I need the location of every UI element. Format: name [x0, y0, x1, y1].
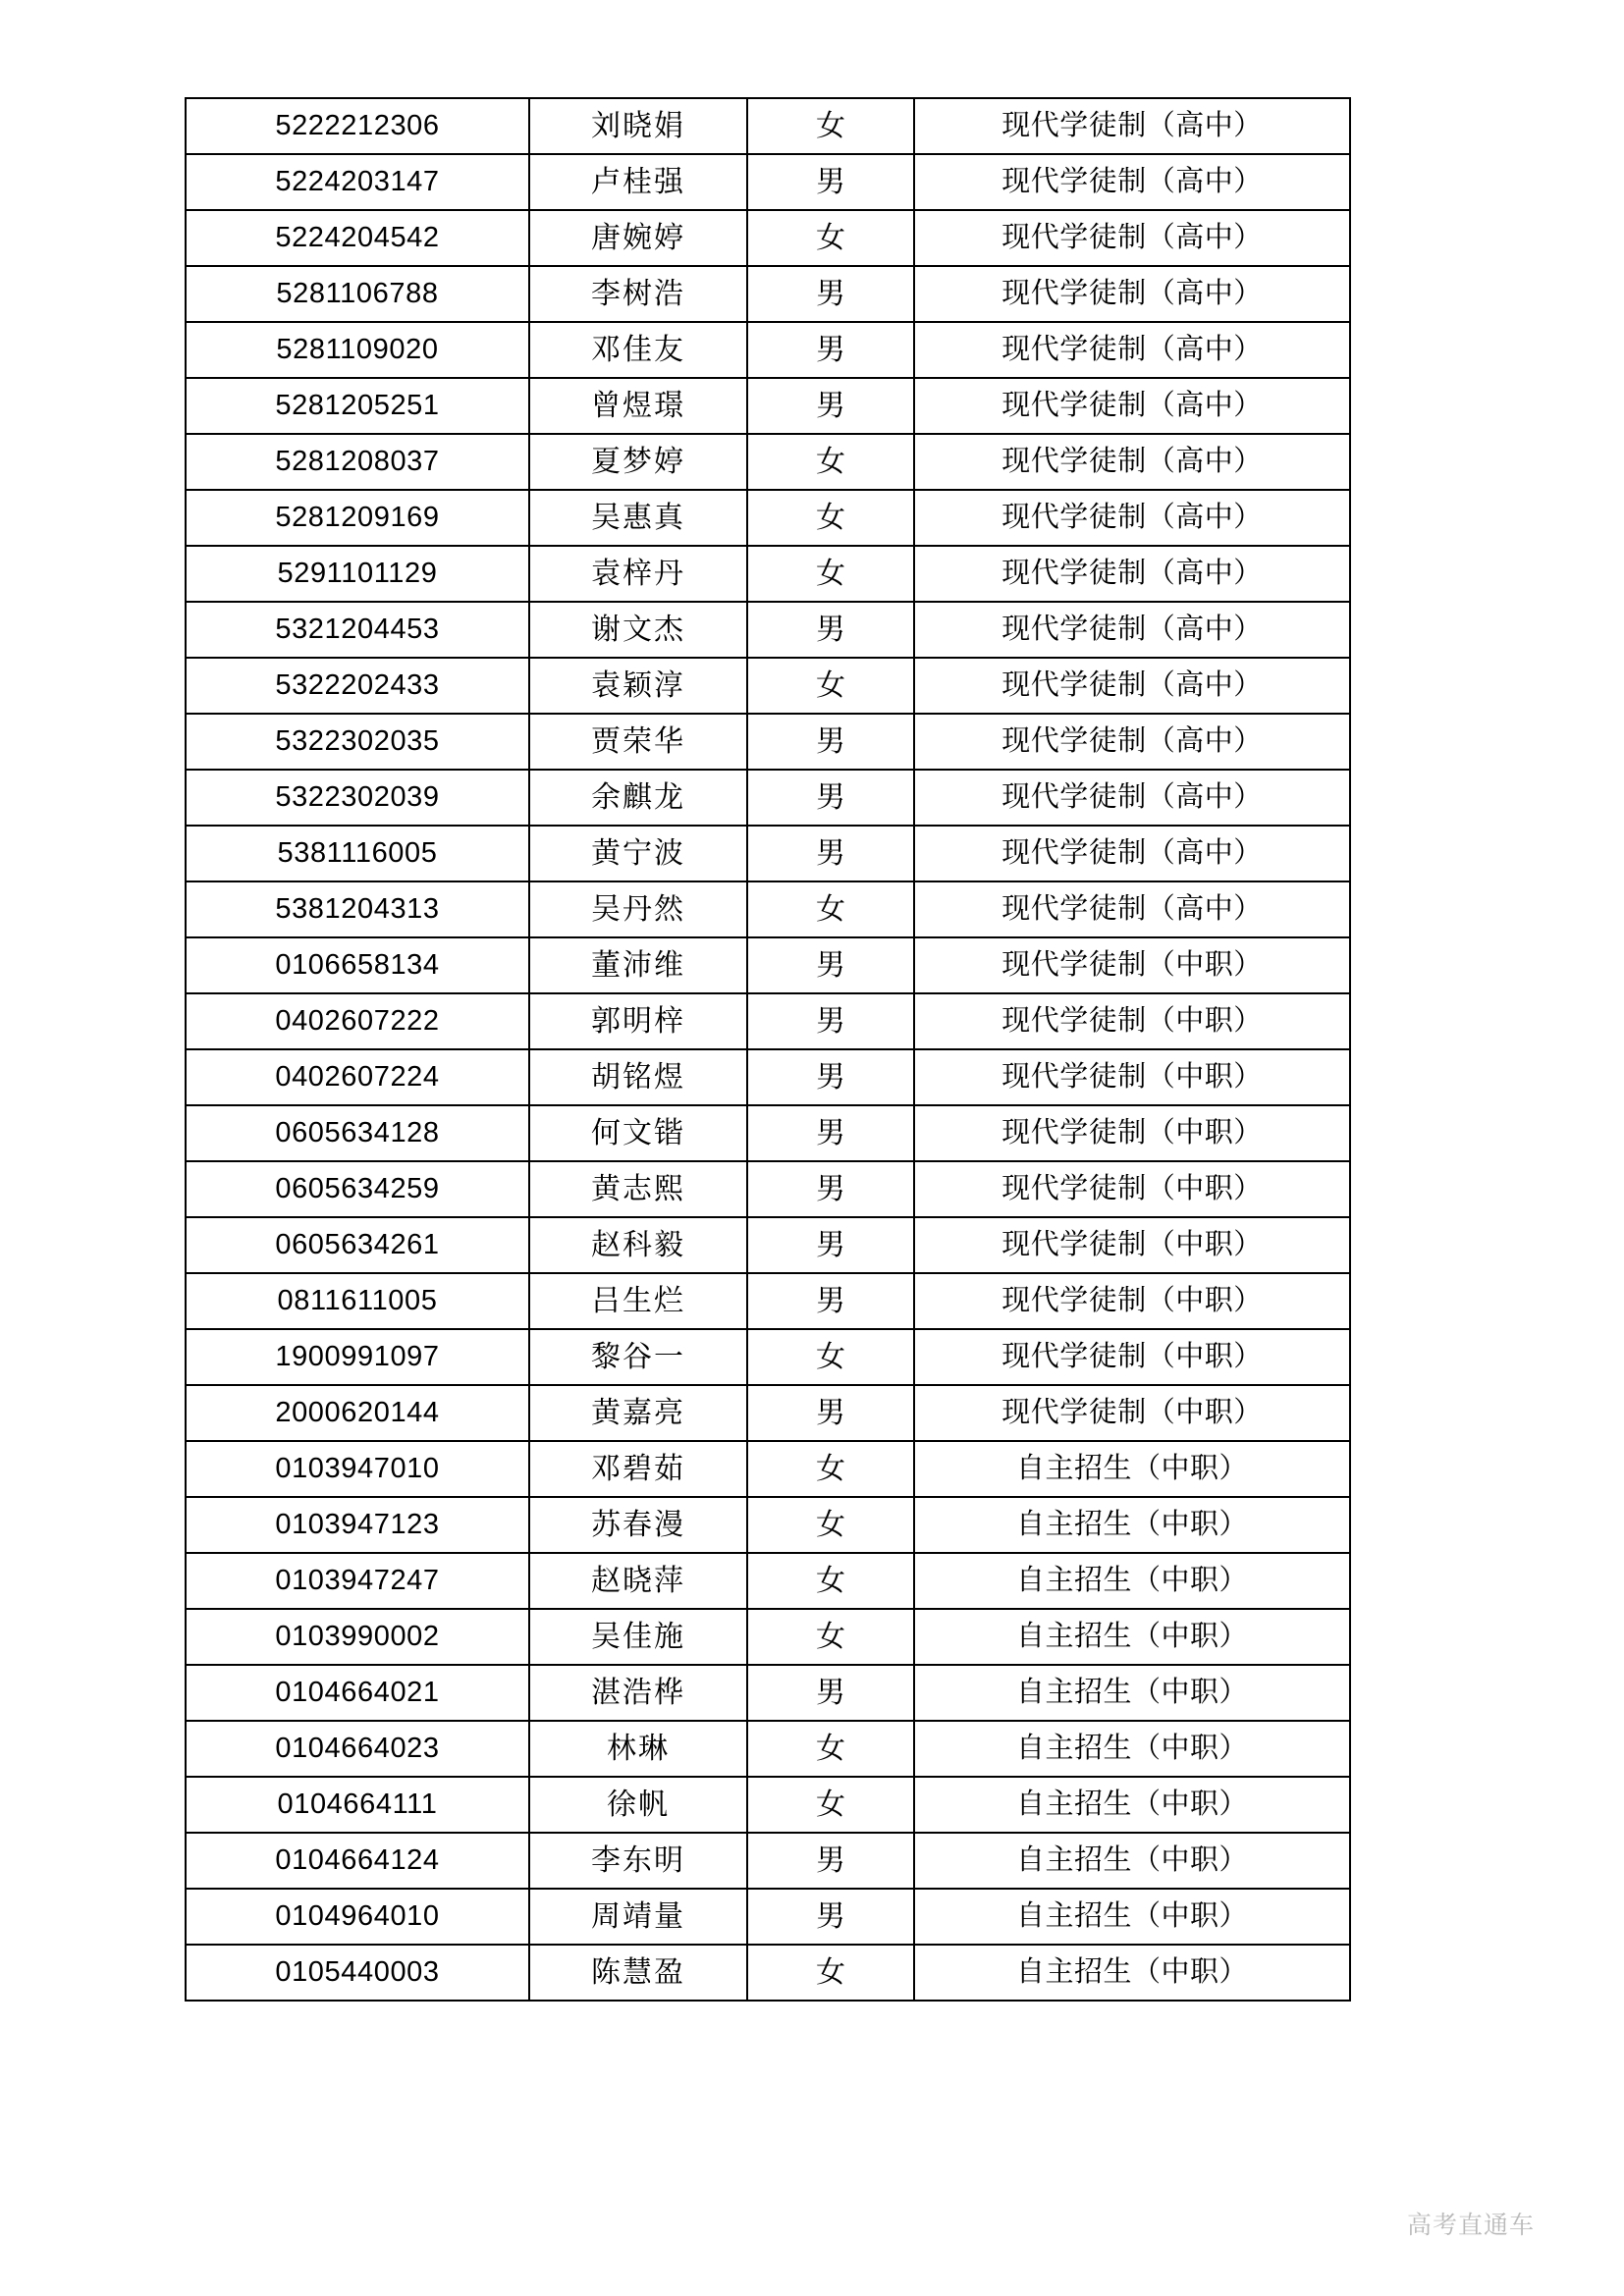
- cell-student-id: 2000620144: [186, 1385, 529, 1441]
- cell-gender: 女: [747, 1721, 914, 1777]
- cell-gender: 男: [747, 1889, 914, 1945]
- cell-student-name: 曾煜璟: [529, 378, 747, 434]
- table-row: [186, 1441, 1350, 1497]
- cell-student-name: 袁梓丹: [529, 546, 747, 602]
- cell-student-name: 徐帆: [529, 1777, 747, 1833]
- cell-student-name: 黄宁波: [529, 826, 747, 881]
- cell-gender: 女: [747, 1441, 914, 1497]
- cell-gender: 男: [747, 602, 914, 658]
- cell-student-name: 邓碧茹: [529, 1441, 747, 1497]
- cell-program-type: 现代学徒制（高中）: [914, 770, 1350, 826]
- table-row: [186, 881, 1350, 937]
- cell-gender: 女: [747, 881, 914, 937]
- cell-student-id: 0103990002: [186, 1609, 529, 1665]
- table-row: [186, 826, 1350, 881]
- cell-program-type: 现代学徒制（高中）: [914, 602, 1350, 658]
- cell-student-name: 赵晓萍: [529, 1553, 747, 1609]
- cell-student-name: 刘晓娟: [529, 98, 747, 154]
- cell-student-id: 5381116005: [186, 826, 529, 881]
- cell-student-name: 郭明梓: [529, 993, 747, 1049]
- cell-program-type: 现代学徒制（高中）: [914, 658, 1350, 714]
- table-row: [186, 1105, 1350, 1161]
- cell-student-id: 5281209169: [186, 490, 529, 546]
- cell-gender: 男: [747, 1105, 914, 1161]
- cell-program-type: 现代学徒制（中职）: [914, 1273, 1350, 1329]
- cell-program-type: 现代学徒制（中职）: [914, 1329, 1350, 1385]
- cell-gender: 女: [747, 1777, 914, 1833]
- table-row: [186, 1833, 1350, 1889]
- cell-program-type: 现代学徒制（高中）: [914, 826, 1350, 881]
- cell-gender: 男: [747, 993, 914, 1049]
- table-row: [186, 1161, 1350, 1217]
- cell-gender: 男: [747, 1217, 914, 1273]
- cell-program-type: 现代学徒制（高中）: [914, 378, 1350, 434]
- cell-gender: 男: [747, 1161, 914, 1217]
- cell-student-id: 0103947123: [186, 1497, 529, 1553]
- table-row: [186, 1273, 1350, 1329]
- cell-program-type: 现代学徒制（高中）: [914, 490, 1350, 546]
- table-row: [186, 602, 1350, 658]
- cell-student-id: 5322302039: [186, 770, 529, 826]
- cell-gender: 女: [747, 98, 914, 154]
- table-row: [186, 1609, 1350, 1665]
- cell-program-type: 现代学徒制（高中）: [914, 881, 1350, 937]
- table-body: [186, 98, 1350, 2001]
- cell-student-name: 陈慧盈: [529, 1945, 747, 2001]
- cell-gender: 男: [747, 378, 914, 434]
- watermark-label: 高考直通车: [1407, 2212, 1536, 2239]
- cell-program-type: 现代学徒制（高中）: [914, 322, 1350, 378]
- cell-student-name: 邓佳友: [529, 322, 747, 378]
- cell-program-type: 现代学徒制（高中）: [914, 434, 1350, 490]
- cell-student-name: 吴丹然: [529, 881, 747, 937]
- cell-program-type: 现代学徒制（高中）: [914, 266, 1350, 322]
- cell-program-type: 自主招生（中职）: [914, 1721, 1350, 1777]
- cell-program-type: 自主招生（中职）: [914, 1945, 1350, 2001]
- cell-student-id: 5381204313: [186, 881, 529, 937]
- cell-student-id: 5281205251: [186, 378, 529, 434]
- cell-student-name: 李东明: [529, 1833, 747, 1889]
- cell-student-id: 0103947247: [186, 1553, 529, 1609]
- cell-student-id: 5281208037: [186, 434, 529, 490]
- cell-student-id: 0605634128: [186, 1105, 529, 1161]
- cell-program-type: 现代学徒制（中职）: [914, 1385, 1350, 1441]
- cell-gender: 男: [747, 826, 914, 881]
- cell-program-type: 自主招生（中职）: [914, 1553, 1350, 1609]
- cell-student-name: 卢桂强: [529, 154, 747, 210]
- cell-student-id: 5322302035: [186, 714, 529, 770]
- cell-program-type: 现代学徒制（高中）: [914, 154, 1350, 210]
- cell-gender: 男: [747, 1273, 914, 1329]
- table-row: [186, 490, 1350, 546]
- cell-student-id: 0103947010: [186, 1441, 529, 1497]
- cell-gender: 男: [747, 1665, 914, 1721]
- cell-student-name: 吕生烂: [529, 1273, 747, 1329]
- cell-student-id: 0605634259: [186, 1161, 529, 1217]
- cell-student-id: 5224203147: [186, 154, 529, 210]
- cell-student-id: 0104664023: [186, 1721, 529, 1777]
- cell-student-name: 黎谷一: [529, 1329, 747, 1385]
- table-row: [186, 993, 1350, 1049]
- cell-student-id: 5322202433: [186, 658, 529, 714]
- cell-student-name: 苏春漫: [529, 1497, 747, 1553]
- cell-student-name: 林琳: [529, 1721, 747, 1777]
- cell-student-id: 0104664021: [186, 1665, 529, 1721]
- cell-program-type: 现代学徒制（高中）: [914, 714, 1350, 770]
- cell-program-type: 现代学徒制（高中）: [914, 98, 1350, 154]
- cell-student-name: 黄嘉亮: [529, 1385, 747, 1441]
- cell-student-id: 0104664124: [186, 1833, 529, 1889]
- cell-gender: 男: [747, 937, 914, 993]
- cell-gender: 男: [747, 266, 914, 322]
- cell-student-name: 董沛维: [529, 937, 747, 993]
- cell-program-type: 现代学徒制（中职）: [914, 993, 1350, 1049]
- table-row: [186, 1553, 1350, 1609]
- cell-student-id: 5291101129: [186, 546, 529, 602]
- cell-program-type: 自主招生（中职）: [914, 1889, 1350, 1945]
- cell-gender: 女: [747, 1497, 914, 1553]
- cell-student-name: 夏梦婷: [529, 434, 747, 490]
- cell-program-type: 自主招生（中职）: [914, 1497, 1350, 1553]
- table-row: [186, 98, 1350, 154]
- cell-student-id: 0811611005: [186, 1273, 529, 1329]
- cell-gender: 女: [747, 1329, 914, 1385]
- cell-program-type: 自主招生（中职）: [914, 1777, 1350, 1833]
- cell-gender: 女: [747, 434, 914, 490]
- cell-program-type: 自主招生（中职）: [914, 1833, 1350, 1889]
- cell-gender: 男: [747, 1049, 914, 1105]
- cell-student-name: 余麒龙: [529, 770, 747, 826]
- cell-gender: 女: [747, 490, 914, 546]
- table-row: [186, 266, 1350, 322]
- table-row: [186, 210, 1350, 266]
- table-row: [186, 1721, 1350, 1777]
- cell-program-type: 现代学徒制（中职）: [914, 937, 1350, 993]
- cell-student-name: 黄志熙: [529, 1161, 747, 1217]
- table-row: [186, 1385, 1350, 1441]
- cell-student-name: 李树浩: [529, 266, 747, 322]
- cell-student-id: 0402607224: [186, 1049, 529, 1105]
- cell-student-name: 吴惠真: [529, 490, 747, 546]
- table-row: [186, 1665, 1350, 1721]
- cell-student-id: 0105440003: [186, 1945, 529, 2001]
- cell-program-type: 现代学徒制（高中）: [914, 210, 1350, 266]
- cell-student-name: 胡铭煜: [529, 1049, 747, 1105]
- cell-student-name: 唐婉婷: [529, 210, 747, 266]
- table-row: [186, 1049, 1350, 1105]
- cell-student-id: 5281106788: [186, 266, 529, 322]
- table-row: [186, 1217, 1350, 1273]
- cell-student-id: 0106658134: [186, 937, 529, 993]
- cell-gender: 女: [747, 1553, 914, 1609]
- cell-program-type: 现代学徒制（中职）: [914, 1105, 1350, 1161]
- table-row: [186, 434, 1350, 490]
- cell-gender: 男: [747, 770, 914, 826]
- cell-gender: 男: [747, 714, 914, 770]
- cell-student-name: 湛浩桦: [529, 1665, 747, 1721]
- cell-student-id: 5281109020: [186, 322, 529, 378]
- cell-student-name: 周靖量: [529, 1889, 747, 1945]
- table-row: [186, 658, 1350, 714]
- table-row: [186, 1329, 1350, 1385]
- table-row: [186, 714, 1350, 770]
- cell-gender: 女: [747, 1945, 914, 2001]
- table-row: [186, 1777, 1350, 1833]
- cell-gender: 女: [747, 210, 914, 266]
- table-row: [186, 546, 1350, 602]
- table-row: [186, 378, 1350, 434]
- cell-program-type: 自主招生（中职）: [914, 1665, 1350, 1721]
- cell-gender: 女: [747, 658, 914, 714]
- cell-student-name: 袁颖淳: [529, 658, 747, 714]
- cell-gender: 男: [747, 1833, 914, 1889]
- cell-student-name: 谢文杰: [529, 602, 747, 658]
- cell-program-type: 自主招生（中职）: [914, 1609, 1350, 1665]
- cell-program-type: 现代学徒制（中职）: [914, 1217, 1350, 1273]
- cell-student-id: 0104664111: [186, 1777, 529, 1833]
- cell-program-type: 现代学徒制（中职）: [914, 1049, 1350, 1105]
- cell-gender: 女: [747, 546, 914, 602]
- admissions-roster-table: [185, 97, 1351, 2002]
- table-row: [186, 154, 1350, 210]
- cell-student-id: 5321204453: [186, 602, 529, 658]
- cell-student-name: 贾荣华: [529, 714, 747, 770]
- cell-program-type: 自主招生（中职）: [914, 1441, 1350, 1497]
- cell-student-name: 何文锴: [529, 1105, 747, 1161]
- cell-program-type: 现代学徒制（中职）: [914, 1161, 1350, 1217]
- table-row: [186, 322, 1350, 378]
- cell-gender: 男: [747, 322, 914, 378]
- table-row: [186, 1889, 1350, 1945]
- cell-student-id: 1900991097: [186, 1329, 529, 1385]
- cell-student-name: 吴佳施: [529, 1609, 747, 1665]
- cell-student-name: 赵科毅: [529, 1217, 747, 1273]
- cell-program-type: 现代学徒制（高中）: [914, 546, 1350, 602]
- cell-gender: 男: [747, 154, 914, 210]
- cell-student-id: 0402607222: [186, 993, 529, 1049]
- table-row: [186, 937, 1350, 993]
- cell-student-id: 0605634261: [186, 1217, 529, 1273]
- cell-student-id: 0104964010: [186, 1889, 529, 1945]
- cell-gender: 男: [747, 1385, 914, 1441]
- table-row: [186, 770, 1350, 826]
- cell-student-id: 5222212306: [186, 98, 529, 154]
- cell-gender: 女: [747, 1609, 914, 1665]
- table-row: [186, 1497, 1350, 1553]
- cell-student-id: 5224204542: [186, 210, 529, 266]
- table-row: [186, 1945, 1350, 2001]
